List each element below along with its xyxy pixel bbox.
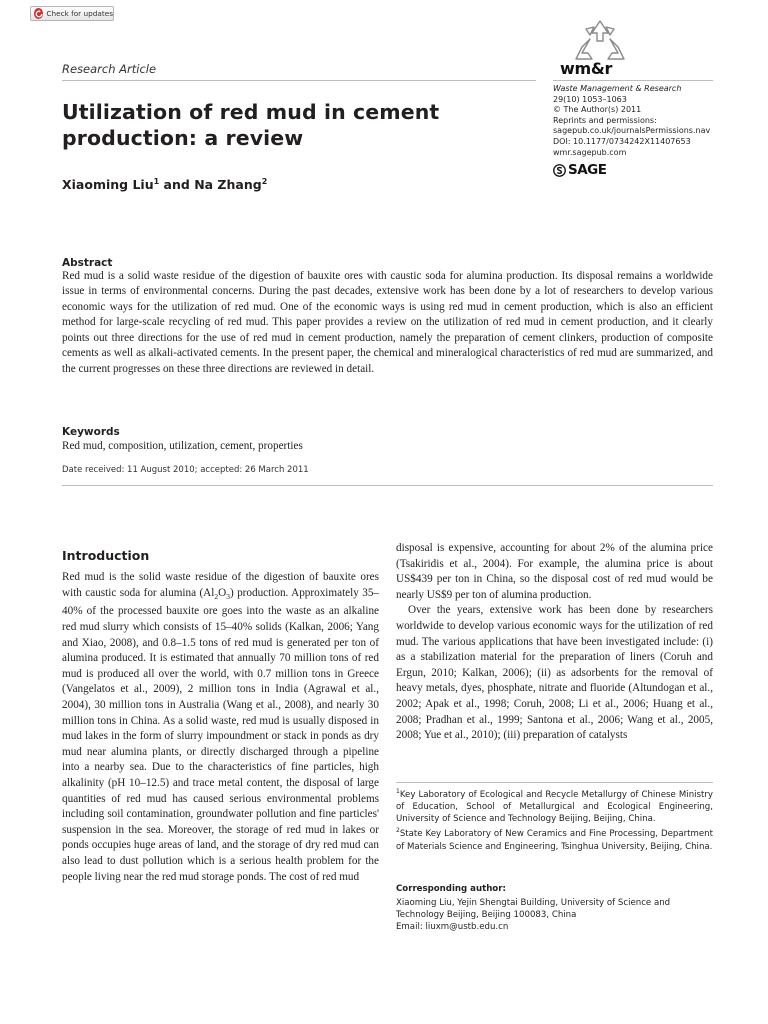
reprints-link[interactable]: sagepub.co.uk/journalsPermissions.nav <box>553 126 711 136</box>
keywords-heading: Keywords <box>62 426 120 438</box>
author-connector: and <box>159 177 195 193</box>
refresh-icon <box>34 8 43 19</box>
journal-logo-text: wm&r <box>560 59 613 78</box>
corresponding-author-details <box>396 897 713 934</box>
section-heading-introduction: Introduction <box>62 548 150 563</box>
paragraph-text: O <box>218 586 227 599</box>
copyright-line: © The Author(s) 2011 <box>553 105 642 115</box>
article-title: Utilization of red mud in cement production: a review <box>62 100 440 150</box>
publisher-logo <box>553 162 606 178</box>
paragraph-text: Red mud is the solid waste residue of the digestion of bauxite ores with caustic soda for alumina (Al <box>62 571 379 599</box>
footnote-marker: 2 <box>396 827 400 835</box>
author-name: Xiaoming Liu <box>62 177 154 193</box>
check-for-updates-button[interactable] <box>30 6 114 21</box>
author-name: Na Zhang <box>194 177 262 193</box>
author-list <box>62 177 267 192</box>
abstract-divider <box>62 485 713 486</box>
footnote <box>396 786 713 825</box>
footnote <box>396 825 713 852</box>
paragraph-text: ) production. Approximately 35–40% of the processed bauxite ore goes into the waste as an alkaline red mud slurry which consists of 15–40% solids (Kalkan, 2006; Yang and Xiao, 2008), and 0.8–1.5 tons of red mud is generated per ton of alumina produced. It is estimated that annually 70 million tons of red mud is produced all over the world, with 0.7 million tons in Greece (Vangelatos et al., 2009), 2 million tons in India (Agrawal et al., 2004), 30 million tons in Australia (Wang et al., 2008), and nearly 30 million tons in China. As a solid waste, red mud is usually disposed in mud lakes in the form of slurry impoundment or stack in ponds as dry mud near alumina plants, or directly discharged through a pipeline into a nearby sea. Due to the characteristics of fine particles, high alkalinity (pH 10–12.5) and trace metal content, the disposal of large quantities of red mud has caused serious environmental problems including soil contamination, groundwater pollution and fine particles' suspension in the sea. Moreover, the storage of red mud in lakes or ponds occupies huge areas of land, and the storage of dry red mud can also lead to dust pollution which is a serious health problem for the people living near the red mud storage ponds. The cost of red mud <box>62 586 380 883</box>
pubinfo-divider <box>553 80 713 81</box>
doi-link[interactable]: DOI: 10.1177/0734242X11407653 <box>553 136 691 146</box>
abstract-heading: Abstract <box>62 257 113 269</box>
journal-name: Waste Management & Research <box>553 84 682 93</box>
date-received: Date received: 11 August 2010; accepted: 26 March 2011 <box>62 465 309 475</box>
subscript: 2 <box>214 591 219 601</box>
article-type: Research Article <box>62 62 157 76</box>
body-column-right <box>396 541 713 744</box>
check-for-updates-label: Check for updates <box>46 9 113 18</box>
paragraph: disposal is expensive, accounting for about 2% of the alumina price (Tsakiridis et al., 2004). For example, the alumina price is about US$439 per ton in China, so the disposal cost of red mud would be nearly US$9 per ton of alumina production. <box>396 542 713 601</box>
footnote-divider <box>396 782 713 783</box>
affiliation-marker: 2 <box>261 177 268 186</box>
volume-issue: 29(10) 1053–1063 <box>553 94 627 104</box>
paragraph <box>62 570 379 885</box>
journal-website-link[interactable]: wmr.sagepub.com <box>553 147 627 157</box>
header-divider <box>62 80 536 81</box>
corresponding-author-heading: Corresponding author: <box>396 884 506 894</box>
footnote-text: Key Laboratory of Ecological and Recycle Metallurgy of Chinese Ministry of Education, School of Metallurgical and Ecological Engineering, University of Science and Technology Beijing, Beijing, China. <box>396 789 713 825</box>
abstract-text: Red mud is a solid waste residue of the digestion of bauxite ores with caustic soda for alumina production. Its disposal remains a worldwide issue in terms of environmental concerns. During the past decades, extensive work has been done by a lot of researchers to develop various economic ways for the utilization of red mud. One of the economic ways is using red mud in cement production, which is also an efficient method for large-scale recycling of red mud. This paper provides a review on the utilization of red mud in cement production, and it clearly points out three directions for the use of red mud in cement production, namely the preparation of cement clinkers, production of composite cements as well as alkali-activated cements. In the present paper, the chemical and mineralogical characteristics of red mud are summarized, and the current progresses on these three directions are reviewed in detail. <box>62 270 713 375</box>
keywords-text: Red mud, composition, utilization, cement, properties <box>62 440 303 452</box>
footnote-marker: 1 <box>396 788 400 795</box>
corresponding-address: Xiaoming Liu, Yejin Shengtai Building, University of Science and Technology Beijing, Beijing 100083, China <box>396 898 671 921</box>
paragraph: Over the years, extensive work has been done by researchers worldwide to develop various economic ways for the utilization of red mud. The various applications that have been investigated include: (i) as a stabilization material for the preparation of liners (Coruh and Ergun, 2010; Kalkan, 2006); (ii) as adsorbents for the removal of heavy metals, dyes, phosphate, nitrate and fluoride (Altundogan et al., 2002; Apak et al., 1998; Coruh, 2008; Li et al., 2006; Huang et al., 2008; Pradhan et al., 1999; Santona et al., 2006; Wang et al., 2005, 2008; Yue et al., 2010); (iii) preparation of catalysts <box>396 604 713 742</box>
subscript: 3 <box>226 591 230 601</box>
affiliation-footnotes <box>396 786 713 853</box>
publication-info <box>553 84 723 158</box>
publisher-name: SAGE <box>568 162 607 178</box>
affiliation-marker: 1 <box>153 177 160 186</box>
footnote-text: State Key Laboratory of New Ceramics and Fine Processing, Department of Materials Science and Engineering, Tsinghua University, Beijing, China. <box>396 829 713 852</box>
reprints-label: Reprints and permissions: <box>553 115 657 125</box>
corresponding-email[interactable]: Email: liuxm@ustb.edu.cn <box>396 922 509 933</box>
sage-emblem-icon <box>553 164 566 177</box>
body-column-left <box>62 570 379 885</box>
